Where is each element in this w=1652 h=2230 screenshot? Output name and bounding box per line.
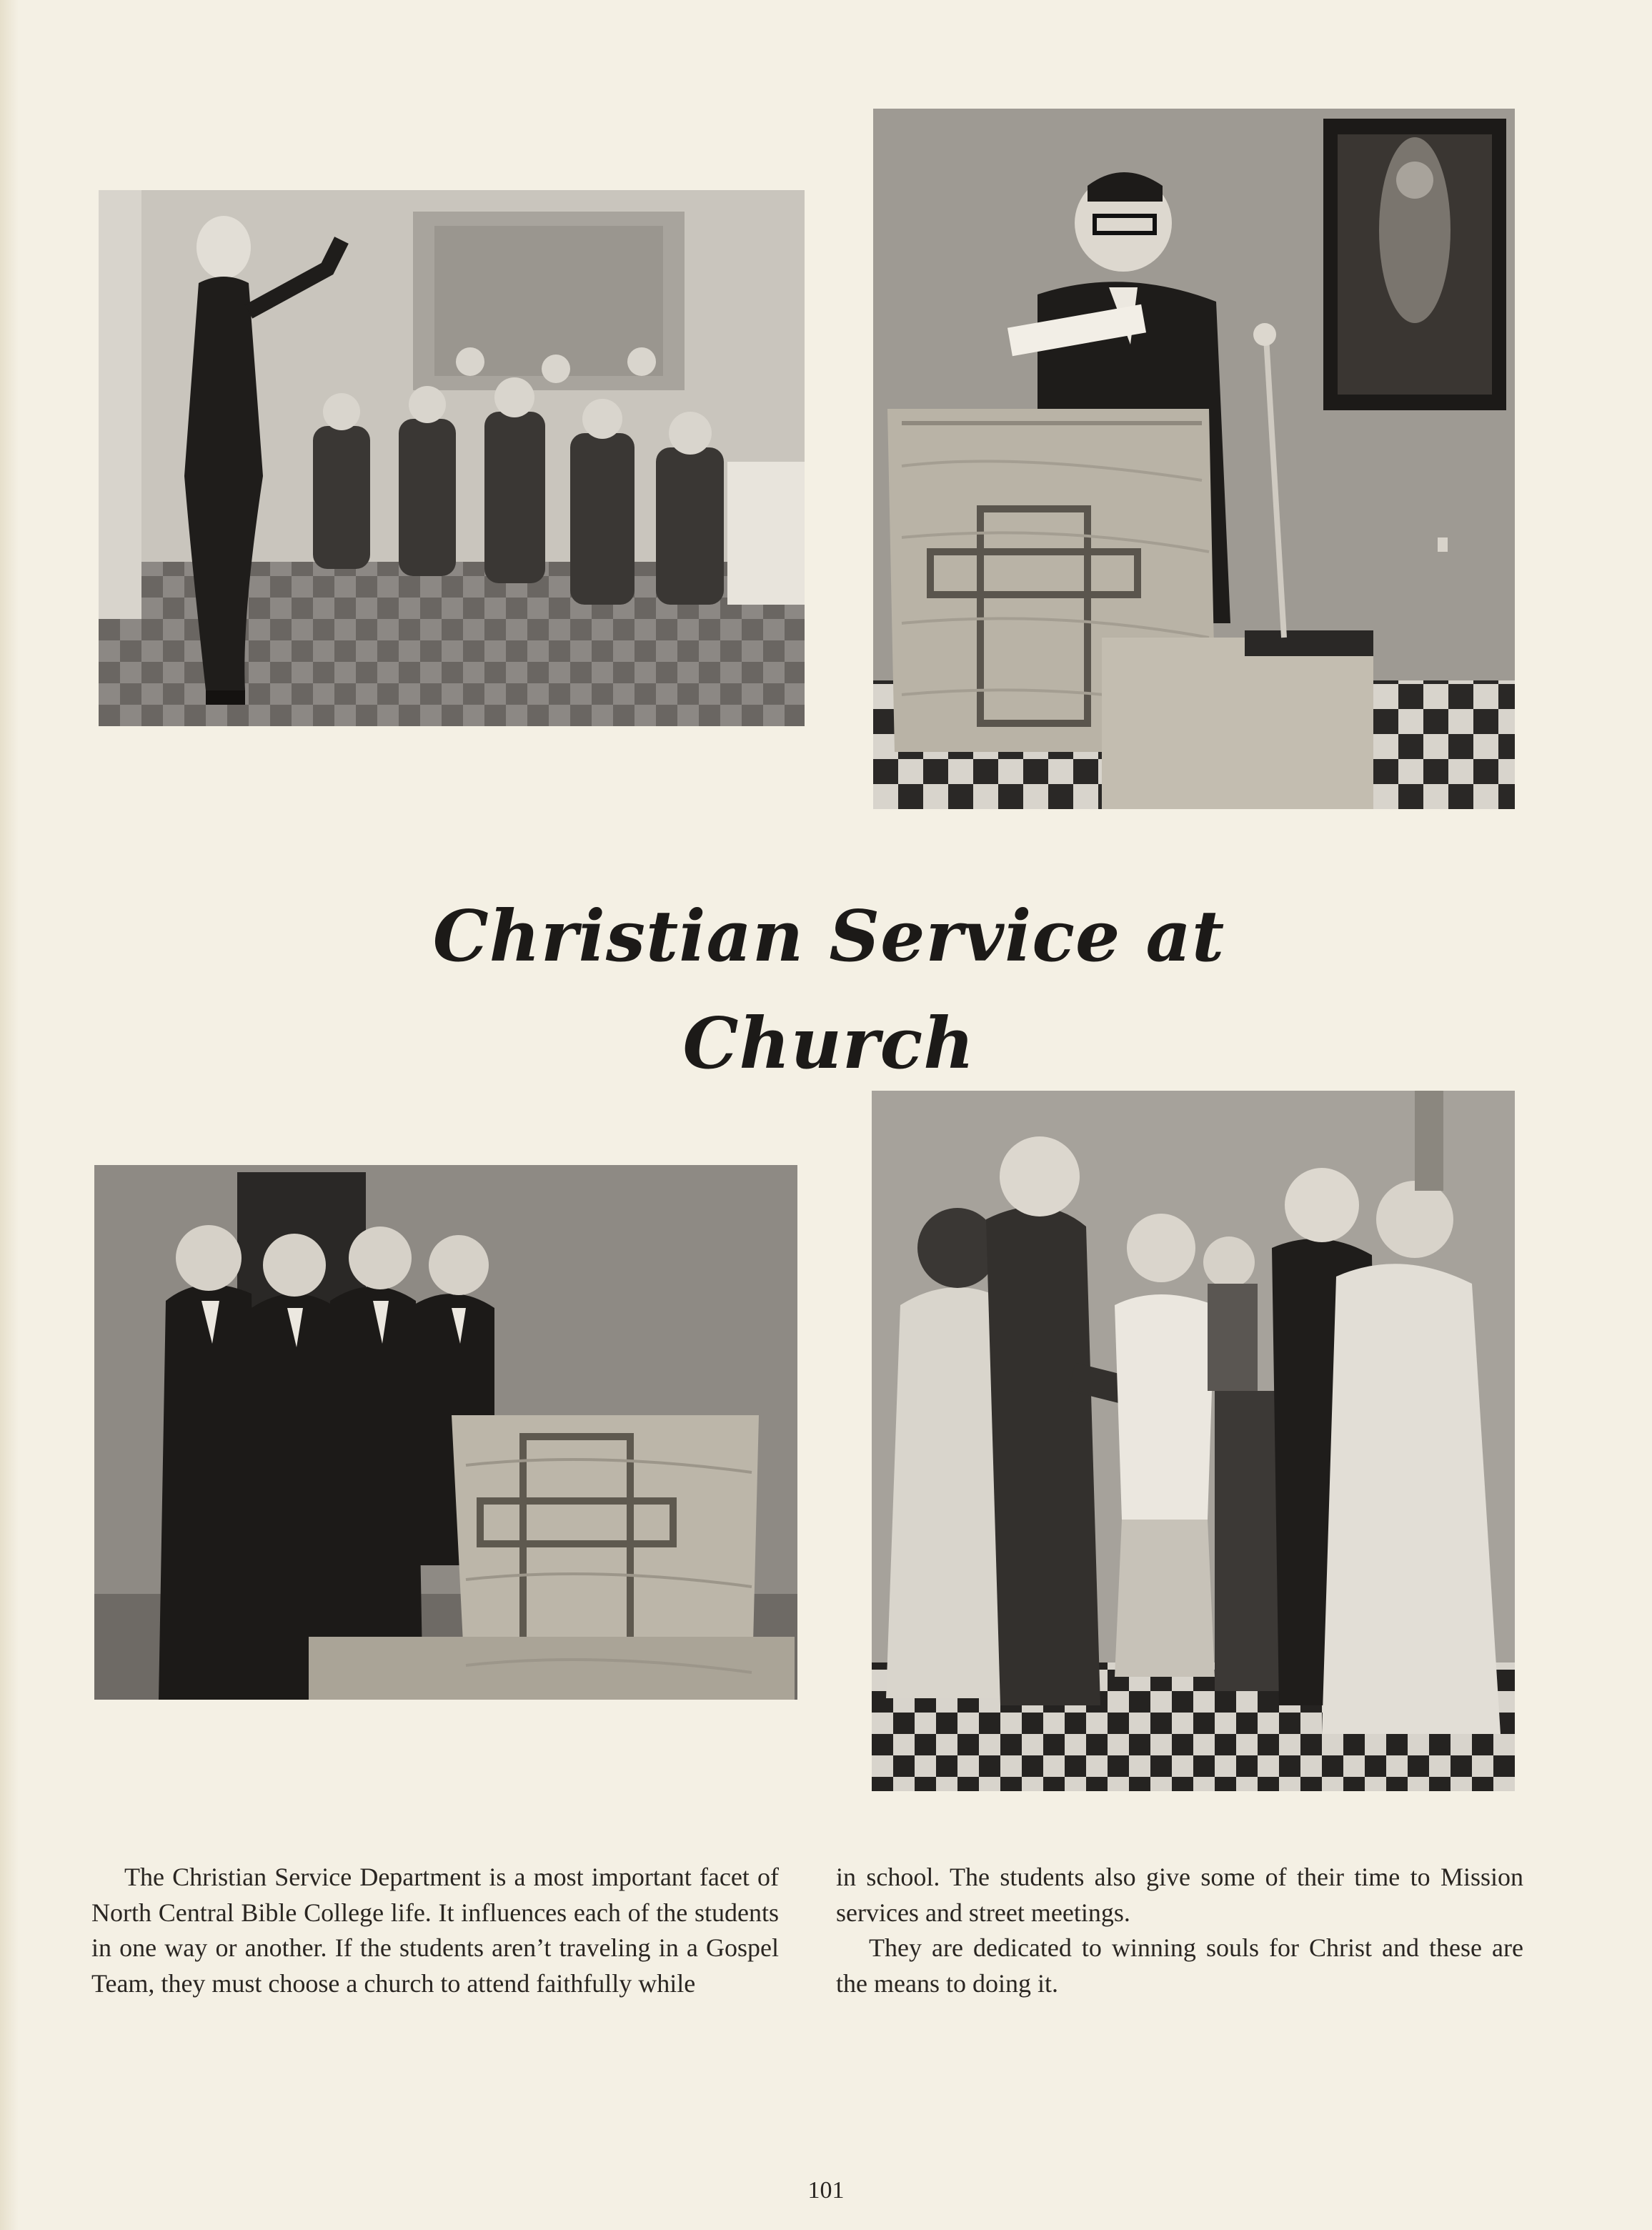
article-paragraph: The Christian Service Department is a most important facet of North Central Bible College life. It influences each of the students in one way or another. If the students aren’t traveling in a Gospel Team, they must choose a church to attend faithfully while [91,1863,779,1998]
choir-director-photo [99,190,805,726]
article-right-column [836,1860,1523,2001]
preacher-at-pulpit-photo [873,109,1515,809]
page-edge [0,0,19,2230]
page-number: 101 [807,2177,845,2204]
page-title: Christian Service at Church [432,896,1225,1085]
article-left-column [91,1860,779,2001]
singing-quartet-photo [94,1165,797,1700]
article-paragraph: in school. The students also give some of their time to Mission services and street meetings. [836,1863,1523,1927]
article-paragraph: They are dedicated to winning souls for Christ and these are the means to doing it. [836,1933,1523,1998]
greeting-at-door-photo [872,1091,1515,1791]
